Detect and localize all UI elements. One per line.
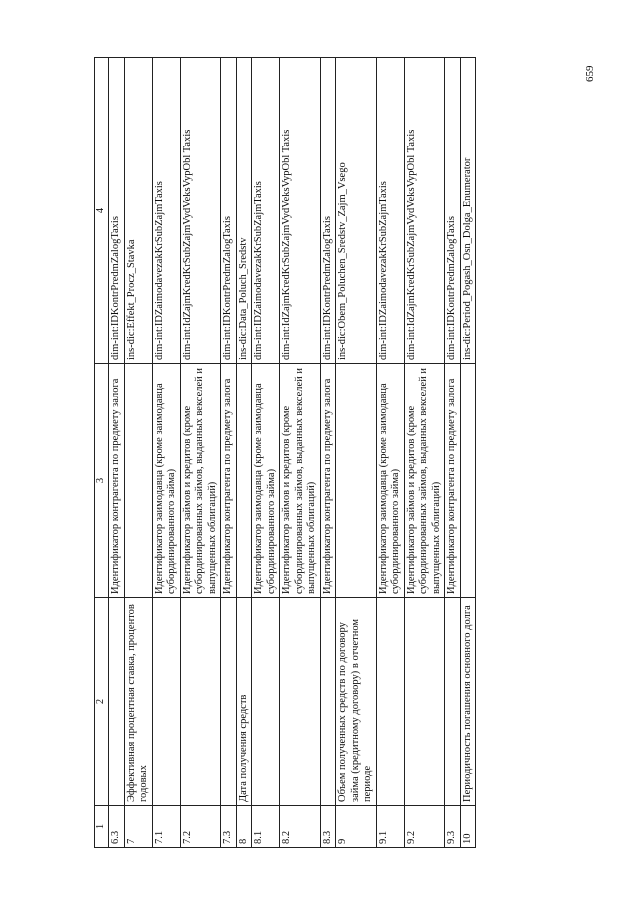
column-header: 1 <box>95 806 109 848</box>
identifier-description-cell: Идентификатор займов и кредитов (кроме субординированных займов, выданных векселей и выпущенных облигаций) <box>180 364 221 598</box>
identifier-description-cell: Идентификатор заимодавца (кроме заимодавца субординированного займа) <box>252 364 280 598</box>
table-row <box>320 58 336 848</box>
indicator-name-cell: Объем полученных средств по договору займа (кредитному договору) в отчетном периоде <box>336 598 377 806</box>
indicator-name-cell <box>320 598 336 806</box>
element-code-cell: dim-int:IDZaimodavezakKrSubZajmTaxis <box>152 58 180 364</box>
element-code-cell: dim-int:IdZajmKredKrSubZajmVydVeksVypObl Taxis <box>180 58 221 364</box>
indicator-name-cell <box>280 598 321 806</box>
table-row <box>252 58 280 848</box>
identifier-description-cell: Идентификатор контрагента по предмету залога <box>221 364 237 598</box>
table-row <box>445 58 461 848</box>
element-code-cell: dim-int:IDKontrPredmZalogTaxis <box>320 58 336 364</box>
identifier-description-cell: Идентификатор заимодавца (кроме заимодавца субординированного займа) <box>376 364 404 598</box>
element-code-cell: ins-dic:Period_Pogash_Osn_Dolga_Enumerator <box>460 58 476 364</box>
table-row <box>404 58 445 848</box>
row-number-cell: 9.1 <box>376 806 404 848</box>
element-code-cell: dim-int:IDZaimodavezakKrSubZajmTaxis <box>376 58 404 364</box>
row-number-cell: 7.1 <box>152 806 180 848</box>
table-row <box>460 58 476 848</box>
identifier-description-cell: Идентификатор заимодавца (кроме заимодавца субординированного займа) <box>152 364 180 598</box>
row-number-cell: 7 <box>124 806 152 848</box>
element-code-cell: ins-dic:Obem_Poluchen_Sredstv_Zajm_Vsego <box>336 58 377 364</box>
element-code-cell: ins-dic:Effekt_Procz_Stavka <box>124 58 152 364</box>
table-row <box>336 58 377 848</box>
table-row <box>280 58 321 848</box>
page-number: 659 <box>584 65 596 82</box>
element-code-cell: dim-int:IdZajmKredKrSubZajmVydVeksVypObl Taxis <box>404 58 445 364</box>
indicator-name-cell <box>404 598 445 806</box>
identifier-description-cell: Идентификатор контрагента по предмету залога <box>320 364 336 598</box>
indicator-name-cell <box>252 598 280 806</box>
indicator-name-cell: Дата получения средств <box>236 598 252 806</box>
identifier-description-cell <box>124 364 152 598</box>
identifier-description-cell: Идентификатор контрагента по предмету залога <box>109 364 125 598</box>
row-number-cell: 8.2 <box>280 806 321 848</box>
table-header-row <box>95 58 109 848</box>
element-code-cell: dim-int:IDZaimodavezakKrSubZajmTaxis <box>252 58 280 364</box>
table-row <box>376 58 404 848</box>
element-code-cell: ins-dic:Data_Poluch_Sredstv <box>236 58 252 364</box>
identifier-description-cell <box>460 364 476 598</box>
identifier-description-cell: Идентификатор займов и кредитов (кроме субординированных займов, выданных векселей и выпущенных облигаций) <box>280 364 321 598</box>
row-number-cell: 7.2 <box>180 806 221 848</box>
column-header: 4 <box>95 58 109 364</box>
data-table <box>94 57 476 848</box>
identifier-description-cell <box>236 364 252 598</box>
element-code-cell: dim-int:IDKontrPredmZalogTaxis <box>221 58 237 364</box>
identifier-description-cell: Идентификатор контрагента по предмету залога <box>445 364 461 598</box>
indicator-name-cell: Периодичность погашения основного долга <box>460 598 476 806</box>
element-code-cell: dim-int:IdZajmKredKrSubZajmVydVeksVypObl Taxis <box>280 58 321 364</box>
column-header: 3 <box>95 364 109 598</box>
table-row <box>124 58 152 848</box>
row-number-cell: 10 <box>460 806 476 848</box>
row-number-cell: 8.3 <box>320 806 336 848</box>
indicator-name-cell <box>109 598 125 806</box>
table-row <box>180 58 221 848</box>
row-number-cell: 9.3 <box>445 806 461 848</box>
table-row <box>221 58 237 848</box>
element-code-cell: dim-int:IDKontrPredmZalogTaxis <box>109 58 125 364</box>
identifier-description-cell: Идентификатор займов и кредитов (кроме субординированных займов, выданных векселей и выпущенных облигаций) <box>404 364 445 598</box>
row-number-cell: 7.3 <box>221 806 237 848</box>
indicator-name-cell <box>221 598 237 806</box>
table-row <box>109 58 125 848</box>
identifier-description-cell <box>336 364 377 598</box>
row-number-cell: 9.2 <box>404 806 445 848</box>
column-header: 2 <box>95 598 109 806</box>
row-number-cell: 6.3 <box>109 806 125 848</box>
row-number-cell: 8 <box>236 806 252 848</box>
row-number-cell: 8.1 <box>252 806 280 848</box>
indicator-name-cell: Эффективная процентная ставка, процентов годовых <box>124 598 152 806</box>
indicator-name-cell <box>376 598 404 806</box>
indicator-name-cell <box>152 598 180 806</box>
table-row <box>152 58 180 848</box>
indicator-name-cell <box>445 598 461 806</box>
indicator-name-cell <box>180 598 221 806</box>
row-number-cell: 9 <box>336 806 377 848</box>
rotated-table-wrapper <box>94 58 619 848</box>
table-row <box>236 58 252 848</box>
element-code-cell: dim-int:IDKontrPredmZalogTaxis <box>445 58 461 364</box>
table-body <box>109 58 476 848</box>
